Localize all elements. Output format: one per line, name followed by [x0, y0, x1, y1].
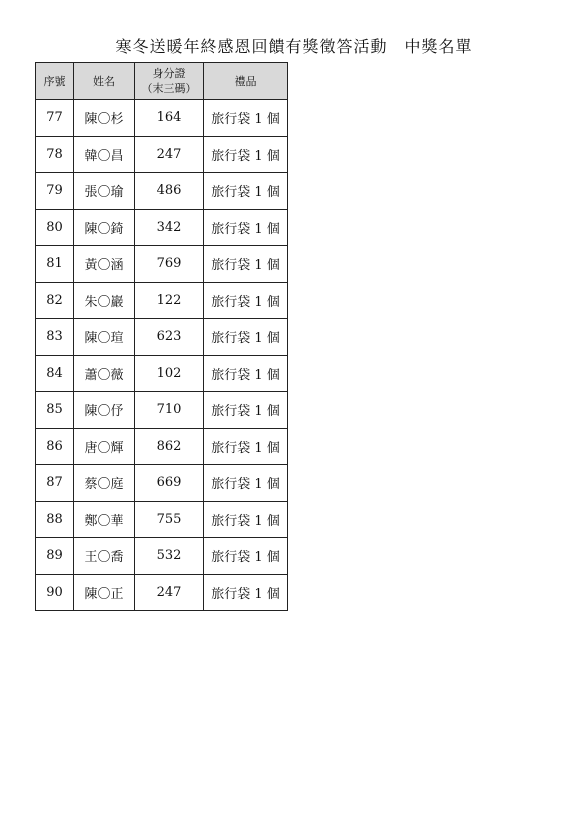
cell-seq: 83	[36, 319, 74, 356]
header-id	[135, 63, 204, 100]
cell-gift: 旅行袋 1 個	[204, 501, 288, 538]
table-row	[36, 209, 288, 246]
cell-gift: 旅行袋 1 個	[204, 538, 288, 575]
table-row	[36, 173, 288, 210]
table-row	[36, 465, 288, 502]
cell-name: 朱〇巖	[74, 282, 135, 319]
cell-gift: 旅行袋 1 個	[204, 173, 288, 210]
cell-seq: 88	[36, 501, 74, 538]
cell-gift: 旅行袋 1 個	[204, 355, 288, 392]
cell-gift: 旅行袋 1 個	[204, 574, 288, 611]
cell-seq: 78	[36, 136, 74, 173]
cell-seq: 89	[36, 538, 74, 575]
cell-seq: 81	[36, 246, 74, 283]
cell-id: 247	[135, 574, 204, 611]
cell-gift: 旅行袋 1 個	[204, 392, 288, 429]
table-row	[36, 319, 288, 356]
header-id-line1: 身分證	[152, 67, 186, 80]
cell-name: 蕭〇薇	[74, 355, 135, 392]
cell-gift: 旅行袋 1 個	[204, 100, 288, 137]
cell-name: 張〇瑜	[74, 173, 135, 210]
cell-name: 陳〇伃	[74, 392, 135, 429]
cell-id: 532	[135, 538, 204, 575]
winners-table	[35, 62, 288, 611]
table-row	[36, 501, 288, 538]
cell-id: 342	[135, 209, 204, 246]
cell-seq: 80	[36, 209, 74, 246]
table-row	[36, 282, 288, 319]
table-row	[36, 100, 288, 137]
header-gift: 禮品	[204, 63, 288, 100]
cell-seq: 84	[36, 355, 74, 392]
table-row	[36, 355, 288, 392]
header-id-line2: （末三碼）	[141, 82, 197, 95]
cell-seq: 87	[36, 465, 74, 502]
cell-seq: 86	[36, 428, 74, 465]
cell-id: 755	[135, 501, 204, 538]
cell-name: 陳〇瑄	[74, 319, 135, 356]
cell-id: 102	[135, 355, 204, 392]
cell-id: 164	[135, 100, 204, 137]
cell-id: 486	[135, 173, 204, 210]
cell-gift: 旅行袋 1 個	[204, 282, 288, 319]
cell-name: 王〇喬	[74, 538, 135, 575]
cell-name: 鄭〇華	[74, 501, 135, 538]
cell-name: 陳〇正	[74, 574, 135, 611]
cell-id: 710	[135, 392, 204, 429]
cell-name: 陳〇錡	[74, 209, 135, 246]
cell-id: 623	[135, 319, 204, 356]
page-title: 寒冬送暖年終感恩回饋有獎徵答活動 中獎名單	[115, 37, 473, 56]
table-row	[36, 136, 288, 173]
cell-name: 韓〇昌	[74, 136, 135, 173]
cell-gift: 旅行袋 1 個	[204, 246, 288, 283]
cell-seq: 85	[36, 392, 74, 429]
cell-id: 247	[135, 136, 204, 173]
cell-seq: 79	[36, 173, 74, 210]
cell-gift: 旅行袋 1 個	[204, 465, 288, 502]
cell-gift: 旅行袋 1 個	[204, 136, 288, 173]
cell-name: 唐〇輝	[74, 428, 135, 465]
cell-id: 669	[135, 465, 204, 502]
cell-gift: 旅行袋 1 個	[204, 428, 288, 465]
cell-name: 黃〇涵	[74, 246, 135, 283]
cell-name: 蔡〇庭	[74, 465, 135, 502]
table-row	[36, 246, 288, 283]
table-header-row	[36, 63, 288, 100]
cell-name: 陳〇杉	[74, 100, 135, 137]
cell-gift: 旅行袋 1 個	[204, 319, 288, 356]
table-row	[36, 574, 288, 611]
table-row	[36, 392, 288, 429]
header-seq: 序號	[36, 63, 74, 100]
cell-gift: 旅行袋 1 個	[204, 209, 288, 246]
table-row	[36, 538, 288, 575]
cell-seq: 90	[36, 574, 74, 611]
cell-id: 862	[135, 428, 204, 465]
cell-id: 122	[135, 282, 204, 319]
table-row	[36, 428, 288, 465]
header-name: 姓名	[74, 63, 135, 100]
cell-seq: 77	[36, 100, 74, 137]
cell-seq: 82	[36, 282, 74, 319]
cell-id: 769	[135, 246, 204, 283]
